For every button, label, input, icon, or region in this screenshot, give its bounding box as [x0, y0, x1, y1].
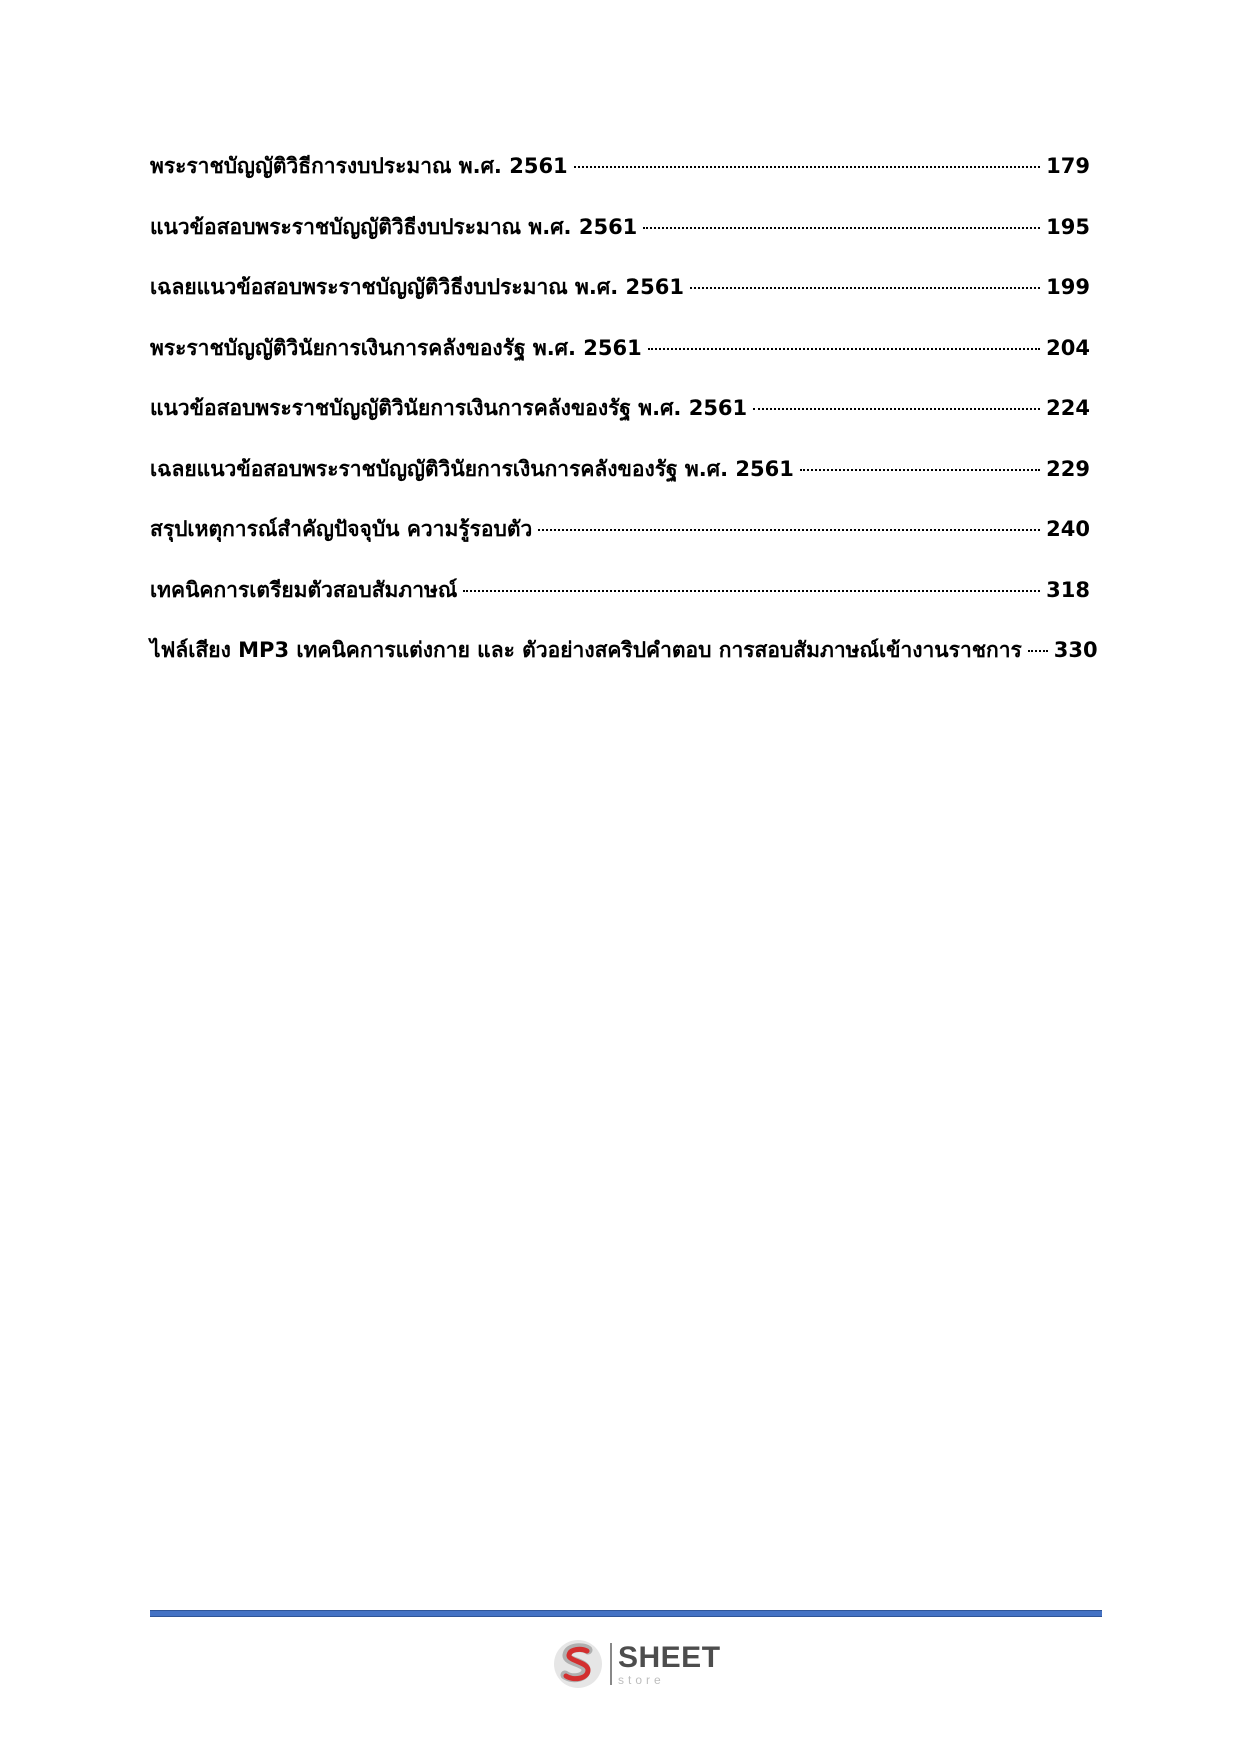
sheet-store-logo-icon [552, 1638, 604, 1690]
toc-entry-title: พระราชบัญญัติวิธีการงบประมาณ พ.ศ. 2561 [150, 154, 568, 178]
toc-entry-page: 204 [1046, 335, 1090, 360]
footer-rule [150, 1610, 1102, 1617]
toc-dot-leader [753, 408, 1040, 410]
table-of-contents [150, 150, 1098, 695]
footer-logo [552, 1636, 721, 1692]
toc-dot-leader [643, 227, 1040, 229]
logo-text [618, 1640, 721, 1687]
toc-entry-page: 199 [1046, 275, 1090, 299]
toc-entry-title: เฉลยแนวข้อสอบพระราชบัญญัติวิธีงบประมาณ พ.ศ. 2561 [150, 275, 684, 299]
toc-entry-title: แนวข้อสอบพระราชบัญญัติวินัยการเงินการคลังของรัฐ พ.ศ. 2561 [150, 396, 748, 420]
toc-dot-leader [648, 348, 1040, 350]
toc-entry-page: 224 [1046, 396, 1090, 420]
logo-subtext: store [618, 1672, 665, 1687]
toc-entry-title: เฉลยแนวข้อสอบพระราชบัญญัติวินัยการเงินการคลังของรัฐ พ.ศ. 2561 [150, 456, 794, 481]
logo-wordmark: SHEET [618, 1640, 721, 1674]
toc-entry-page: 330 [1053, 638, 1098, 662]
logo-divider [610, 1643, 612, 1685]
toc-dot-leader [538, 529, 1040, 531]
toc-dot-leader [574, 166, 1040, 168]
toc-entry-page: 229 [1046, 456, 1090, 481]
toc-entry-page: 240 [1046, 517, 1090, 541]
toc-entry-title: สรุปเหตุการณ์สำคัญปัจจุบัน ความรู้รอบตัว [150, 517, 533, 541]
toc-entry-title: แนวข้อสอบพระราชบัญญัติวิธีงบประมาณ พ.ศ. 2561 [150, 214, 638, 239]
toc-entry-title: เทคนิคการเตรียมตัวสอบสัมภาษณ์ [150, 577, 458, 602]
toc-entry-page: 195 [1046, 214, 1090, 239]
toc-entry[interactable] [150, 634, 1098, 695]
toc-entry-title: ไฟล์เสียง MP3 เทคนิคการแต่งกาย และ ตัวอย่างสคริปคำตอบ การสอบสัมภาษณ์เข้างานราชการ [150, 638, 1022, 662]
toc-dot-leader [690, 287, 1040, 289]
toc-entry[interactable] [150, 574, 1090, 635]
toc-entry[interactable] [150, 271, 1090, 332]
toc-entry[interactable] [150, 150, 1090, 211]
toc-entry-page: 318 [1046, 577, 1090, 602]
toc-entry[interactable] [150, 392, 1090, 453]
toc-dot-leader [1028, 650, 1048, 652]
toc-entry[interactable] [150, 211, 1090, 272]
toc-dot-leader [800, 469, 1040, 471]
toc-entry-title: พระราชบัญญัติวินัยการเงินการคลังของรัฐ พ.ศ. 2561 [150, 335, 642, 360]
toc-entry[interactable] [150, 513, 1090, 574]
toc-entry-page: 179 [1046, 154, 1090, 178]
toc-entry[interactable] [150, 332, 1090, 393]
toc-entry[interactable] [150, 453, 1090, 514]
toc-dot-leader [463, 590, 1040, 592]
